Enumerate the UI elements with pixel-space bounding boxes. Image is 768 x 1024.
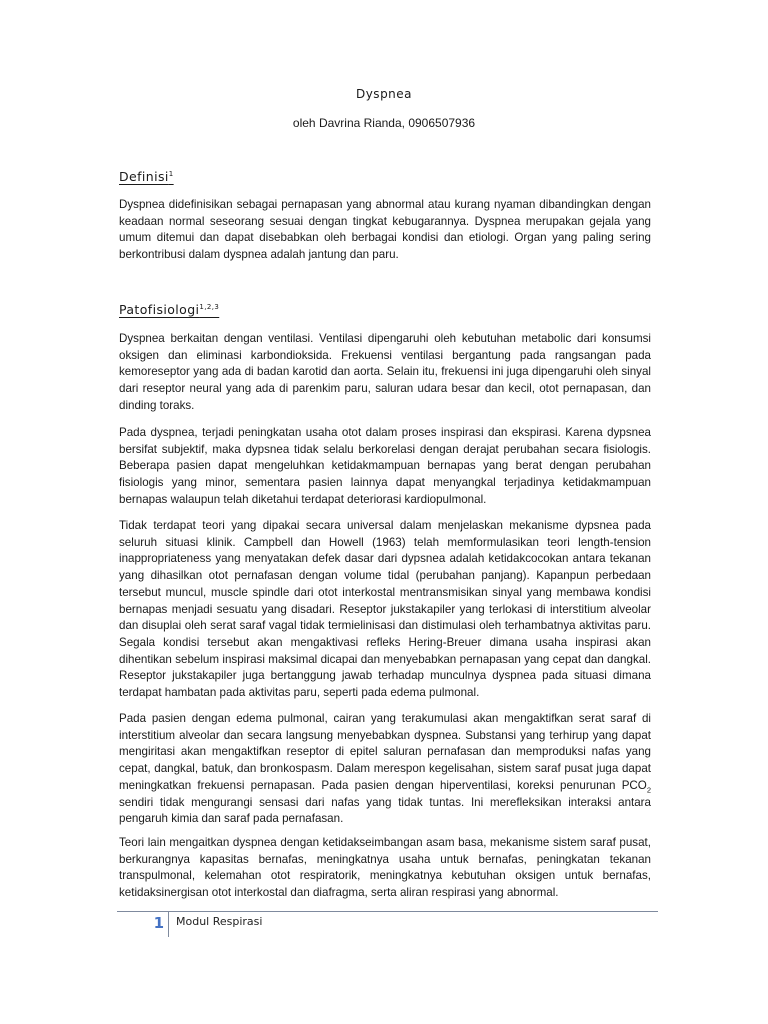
- page-number: 1: [153, 914, 164, 932]
- section-heading-patofisiologi: [119, 302, 219, 317]
- paragraph-definisi: Dyspnea didefinisikan sebagai pernapasan yang abnormal atau kurang nyaman dibandingkan dengan keadaan normal seseorang sesuai dengan tingkat kebugarannya. Dyspnea merupakan gejala yang umum ditemui dan dapat disebabkan oleh berbagai kondisi dan etiologi. Organ yang paling sering berkontribusi dalam dyspnea adalah jantung dan paru.: [119, 198, 651, 262]
- paragraph-teori-length-tension: Tidak terdapat teori yang dipakai secara universal dalam menjelaskan mekanisme dypsnea pada seluruh situasi klinik. Campbell dan Howell (1963) telah memformulasikan teori length-tension inappropriateness yang menyatakan defek dasar dari dypsnea adalah ketidakcocokan antara tekanan yang dihasilkan otot pernafasan dengan volume tidal (perubahan panjang). Kapanpun perbedaan tersebut muncul, muscle spindle dari otot interkostal mentransmisikan sinyal yang membawa kondisi bernapas menjadi sesuatu yang disadari. Reseptor jukstakapiler yang terlokasi di interstitium alveolar dan disuplai oleh serat saraf vagal tidak termielinisasi dan distimulasi oleh terhambatnya aktivitas paru. Segala kondisi tersebut akan mengaktivasi refleks Hering-Breuer dimana usaha inspirasi akan dihentikan sebelum inspirasi maksimal dicapai dan menyebabkan pernapasan yang cepat dan dangkal. Reseptor jukstakapiler juga bertanggung jawab terhadap munculnya dyspnea pada situasi dimana terdapat hambatan pada aktivitas paru, seperti pada edema pulmonal.: [119, 519, 651, 700]
- section-heading-definisi: [119, 169, 174, 184]
- subscript: 2: [646, 785, 651, 795]
- heading-text: Definisi: [119, 169, 169, 184]
- paragraph-usaha-otot: Pada dyspnea, terjadi peningkatan usaha otot dalam proses inspirasi dan ekspirasi. Karena dypsnea bersifat subjektif, maka dypsnea tidak selalu berkorelasi dengan derajat perubahan secara fisiologis. Beberapa pasien dapat mengeluhkan ketidakmampuan bernapas yang berat dengan perubahan fisiologis yang minor, sementara pasien lainnya dapat menyangkal terjadinya ketidakmampuan bernapas walaupun telah diketahui terdapat deteriorasi kardiopulmonal.: [119, 426, 651, 506]
- citation-superscript: 1,2,3: [199, 302, 220, 311]
- footer-separator: [168, 912, 169, 937]
- document-title: Dyspnea: [355, 87, 413, 101]
- paragraph-teori-lain: Teori lain mengaitkan dyspnea dengan ketidakseimbangan asam basa, mekanisme sistem saraf pusat, berkurangnya kapasitas bernafas, meningkatnya usaha untuk bernafas, peningkatan tekanan transpulmonal, kelemahan otot respiratorik, meningkatnya kebutuhan oksigen untuk bernafas, ketidaksinergisan otot interkostal dan diafragma, serta aliran respirasi yang abnormal.: [119, 836, 651, 900]
- paragraph-text: sendiri tidak mengurangi sensasi dari nafas yang tidak tuntas. Ini merefleksikan interaksi antara pengaruh kimia dan saraf pada pernafasan.: [119, 795, 651, 826]
- citation-superscript: 1: [168, 169, 174, 178]
- heading-text: Patofisiologi: [119, 302, 200, 317]
- document-author: oleh Davrina Rianda, 0906507936: [292, 116, 476, 130]
- paragraph-ventilasi: Dyspnea berkaitan dengan ventilasi. Ventilasi dipengaruhi oleh kebutuhan metabolic dari konsumsi oksigen dan eliminasi karbondioksida. Frekuensi ventilasi bergantung pada rangsangan pada kemoreseptor yang ada di badan karotid dan aorta. Selain itu, frekuensi ini juga dipengaruhi oleh sinyal dari reseptor neural yang ada di parenkim paru, saluran udara besar dan kecil, otot pernapasan, dan dinding toraks.: [119, 332, 651, 412]
- footer-module-title: Modul Respirasi: [176, 915, 263, 928]
- footer-rule: [117, 911, 658, 912]
- paragraph-text: Pada pasien dengan edema pulmonal, cairan yang terakumulasi akan mengaktifkan serat saraf di interstitium alveolar dan secara langsung menyebabkan dyspnea. Substansi yang terhirup yang dapat mengiritasi akan mengaktifkan reseptor di epitel saluran pernafasan dan memproduksi nafas yang cepat, dangkal, batuk, dan bronkospasm. Dalam merespon kegelisahan, sistem saraf pusat juga dapat meningkatkan frekuensi pernapasan. Pada pasien dengan hiperventilasi, koreksi penurunan PCO: [119, 712, 651, 792]
- paragraph-edema-pulmonal: [119, 711, 651, 828]
